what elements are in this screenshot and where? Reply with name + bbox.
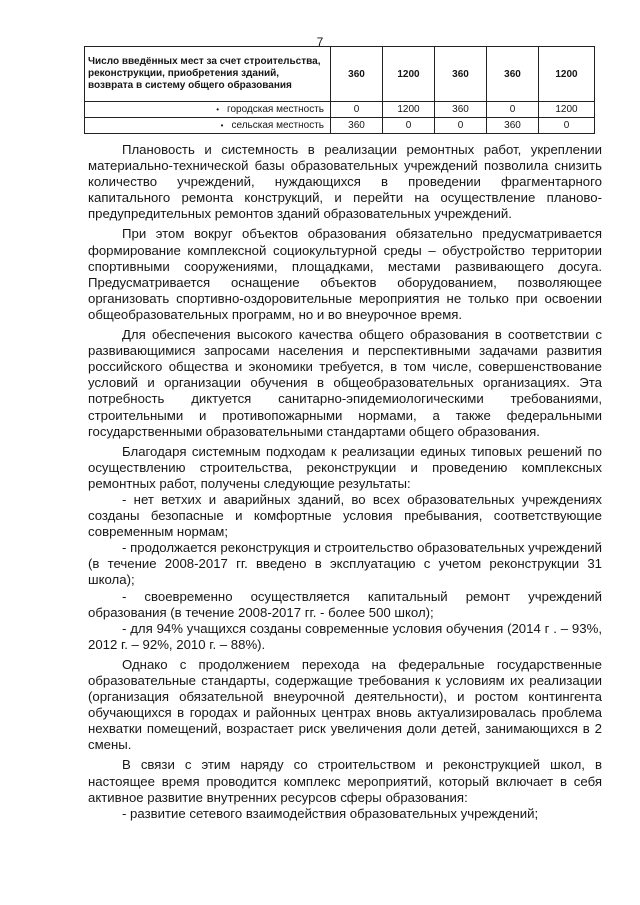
table-cell: 360 xyxy=(487,47,539,102)
row-label: Число введённых мест за счет строительства, реконструкции, приобретения зданий, возврата в систему общего образования xyxy=(85,47,331,102)
table-cell: 360 xyxy=(435,47,487,102)
paragraph: Однако с продолжением перехода на федеральные государственные образовательные стандарты, содержащие требования к условиям их реализации (организация обязательной внеурочной деятельности), и ростом контингента обучающихся в городах и районных центрах вновь актуализировалась проблема нехватки помещений, возрастает риск увеличения доли детей, занимающихся в 2 смены. xyxy=(88,656,602,753)
page-number: 7 xyxy=(316,35,324,49)
data-table xyxy=(84,46,595,134)
body-text xyxy=(88,142,602,822)
table-cell: 0 xyxy=(331,102,383,118)
paragraph: Благодаря системным подходам к реализации единых типовых решений по осуществлению строительства, реконструкции и проведению комплексных ремонтных работ, получены следующие результаты: xyxy=(88,443,602,491)
table-cell: 1200 xyxy=(539,47,595,102)
paragraph: В связи с этим наряду со строительством и реконструкцией школ, в настоящее время проводится комплекс мероприятий, который включает в себя активное развитие внутренних ресурсов сферы образования: xyxy=(88,757,602,805)
table-row xyxy=(85,102,595,118)
table-cell: 1200 xyxy=(539,102,595,118)
list-item: - своевременно осуществляется капитальный ремонт учреждений образования (в течение 2008-2017 гг. - более 500 школ); xyxy=(88,588,602,620)
table-header-row xyxy=(85,47,595,102)
bullet-icon: • xyxy=(220,121,224,130)
bullet-icon: • xyxy=(216,105,220,114)
row-label-text: сельская местность xyxy=(231,120,324,131)
list-item: - нет ветхих и аварийных зданий, во всех образовательных учреждениях созданы безопасные и комфортные условия пребывания, соответствующие современным нормам; xyxy=(88,491,602,540)
list-item: - продолжается реконструкция и строительство образовательных учреждений (в течение 2008-2017 гг. введено в эксплуатацию с учетом реконструкции 31 школа); xyxy=(88,540,602,588)
paragraph: Для обеспечения высокого качества общего образования в соответствии с развивающимися запросами населения и перспективными задачами развития российского общества и экономики требуется, в том числе, совершенствование условий и организации обучения в общеобразовательных организациях. Эта потребность диктуется санитарно-эпидемиологическими требованиями, строительными и противопожарными нормами, а также федеральными государственными образовательными стандартами общего образования. xyxy=(88,327,602,439)
table-cell: 0 xyxy=(383,118,435,134)
table-cell: 1200 xyxy=(383,47,435,102)
table-cell: 360 xyxy=(331,47,383,102)
table-cell: 0 xyxy=(539,118,595,134)
row-label xyxy=(85,102,331,118)
row-label-text: городская местность xyxy=(227,104,324,115)
table-cell: 1200 xyxy=(383,102,435,118)
table-row xyxy=(85,118,595,134)
table-cell: 360 xyxy=(331,118,383,134)
table-cell: 0 xyxy=(487,102,539,118)
table-cell: 360 xyxy=(487,118,539,134)
paragraph: Плановость и системность в реализации ремонтных работ, укреплении материально-технической базы образовательных учреждений позволила снизить количество учреждений, нуждающихся в проведении фрагментарного капитального ремонта конструкций, и перейти на осуществление планово-предупредительных ремонтов зданий образовательных учреждений. xyxy=(88,142,602,222)
table-cell: 360 xyxy=(435,102,487,118)
row-label xyxy=(85,118,331,134)
list-item: - для 94% учащихся созданы современные условия обучения (2014 г . – 93%, 2012 г. – 92%, 2010 г. – 88%). xyxy=(88,620,602,652)
paragraph: При этом вокруг объектов образования обязательно предусматривается формирование комплексной социокультурной среды – обустройство территории спортивными сооружениями, площадками, местами развивающего досуга. Предусматривается оснащение объектов оборудованием, позволяющее организовать спортивно-оздоровительные мероприятия не только при освоении общеобразовательных программ, но и во внеурочное время. xyxy=(88,226,602,322)
table-cell: 0 xyxy=(435,118,487,134)
list-item: - развитие сетевого взаимодействия образовательных учреждений; xyxy=(122,805,539,821)
